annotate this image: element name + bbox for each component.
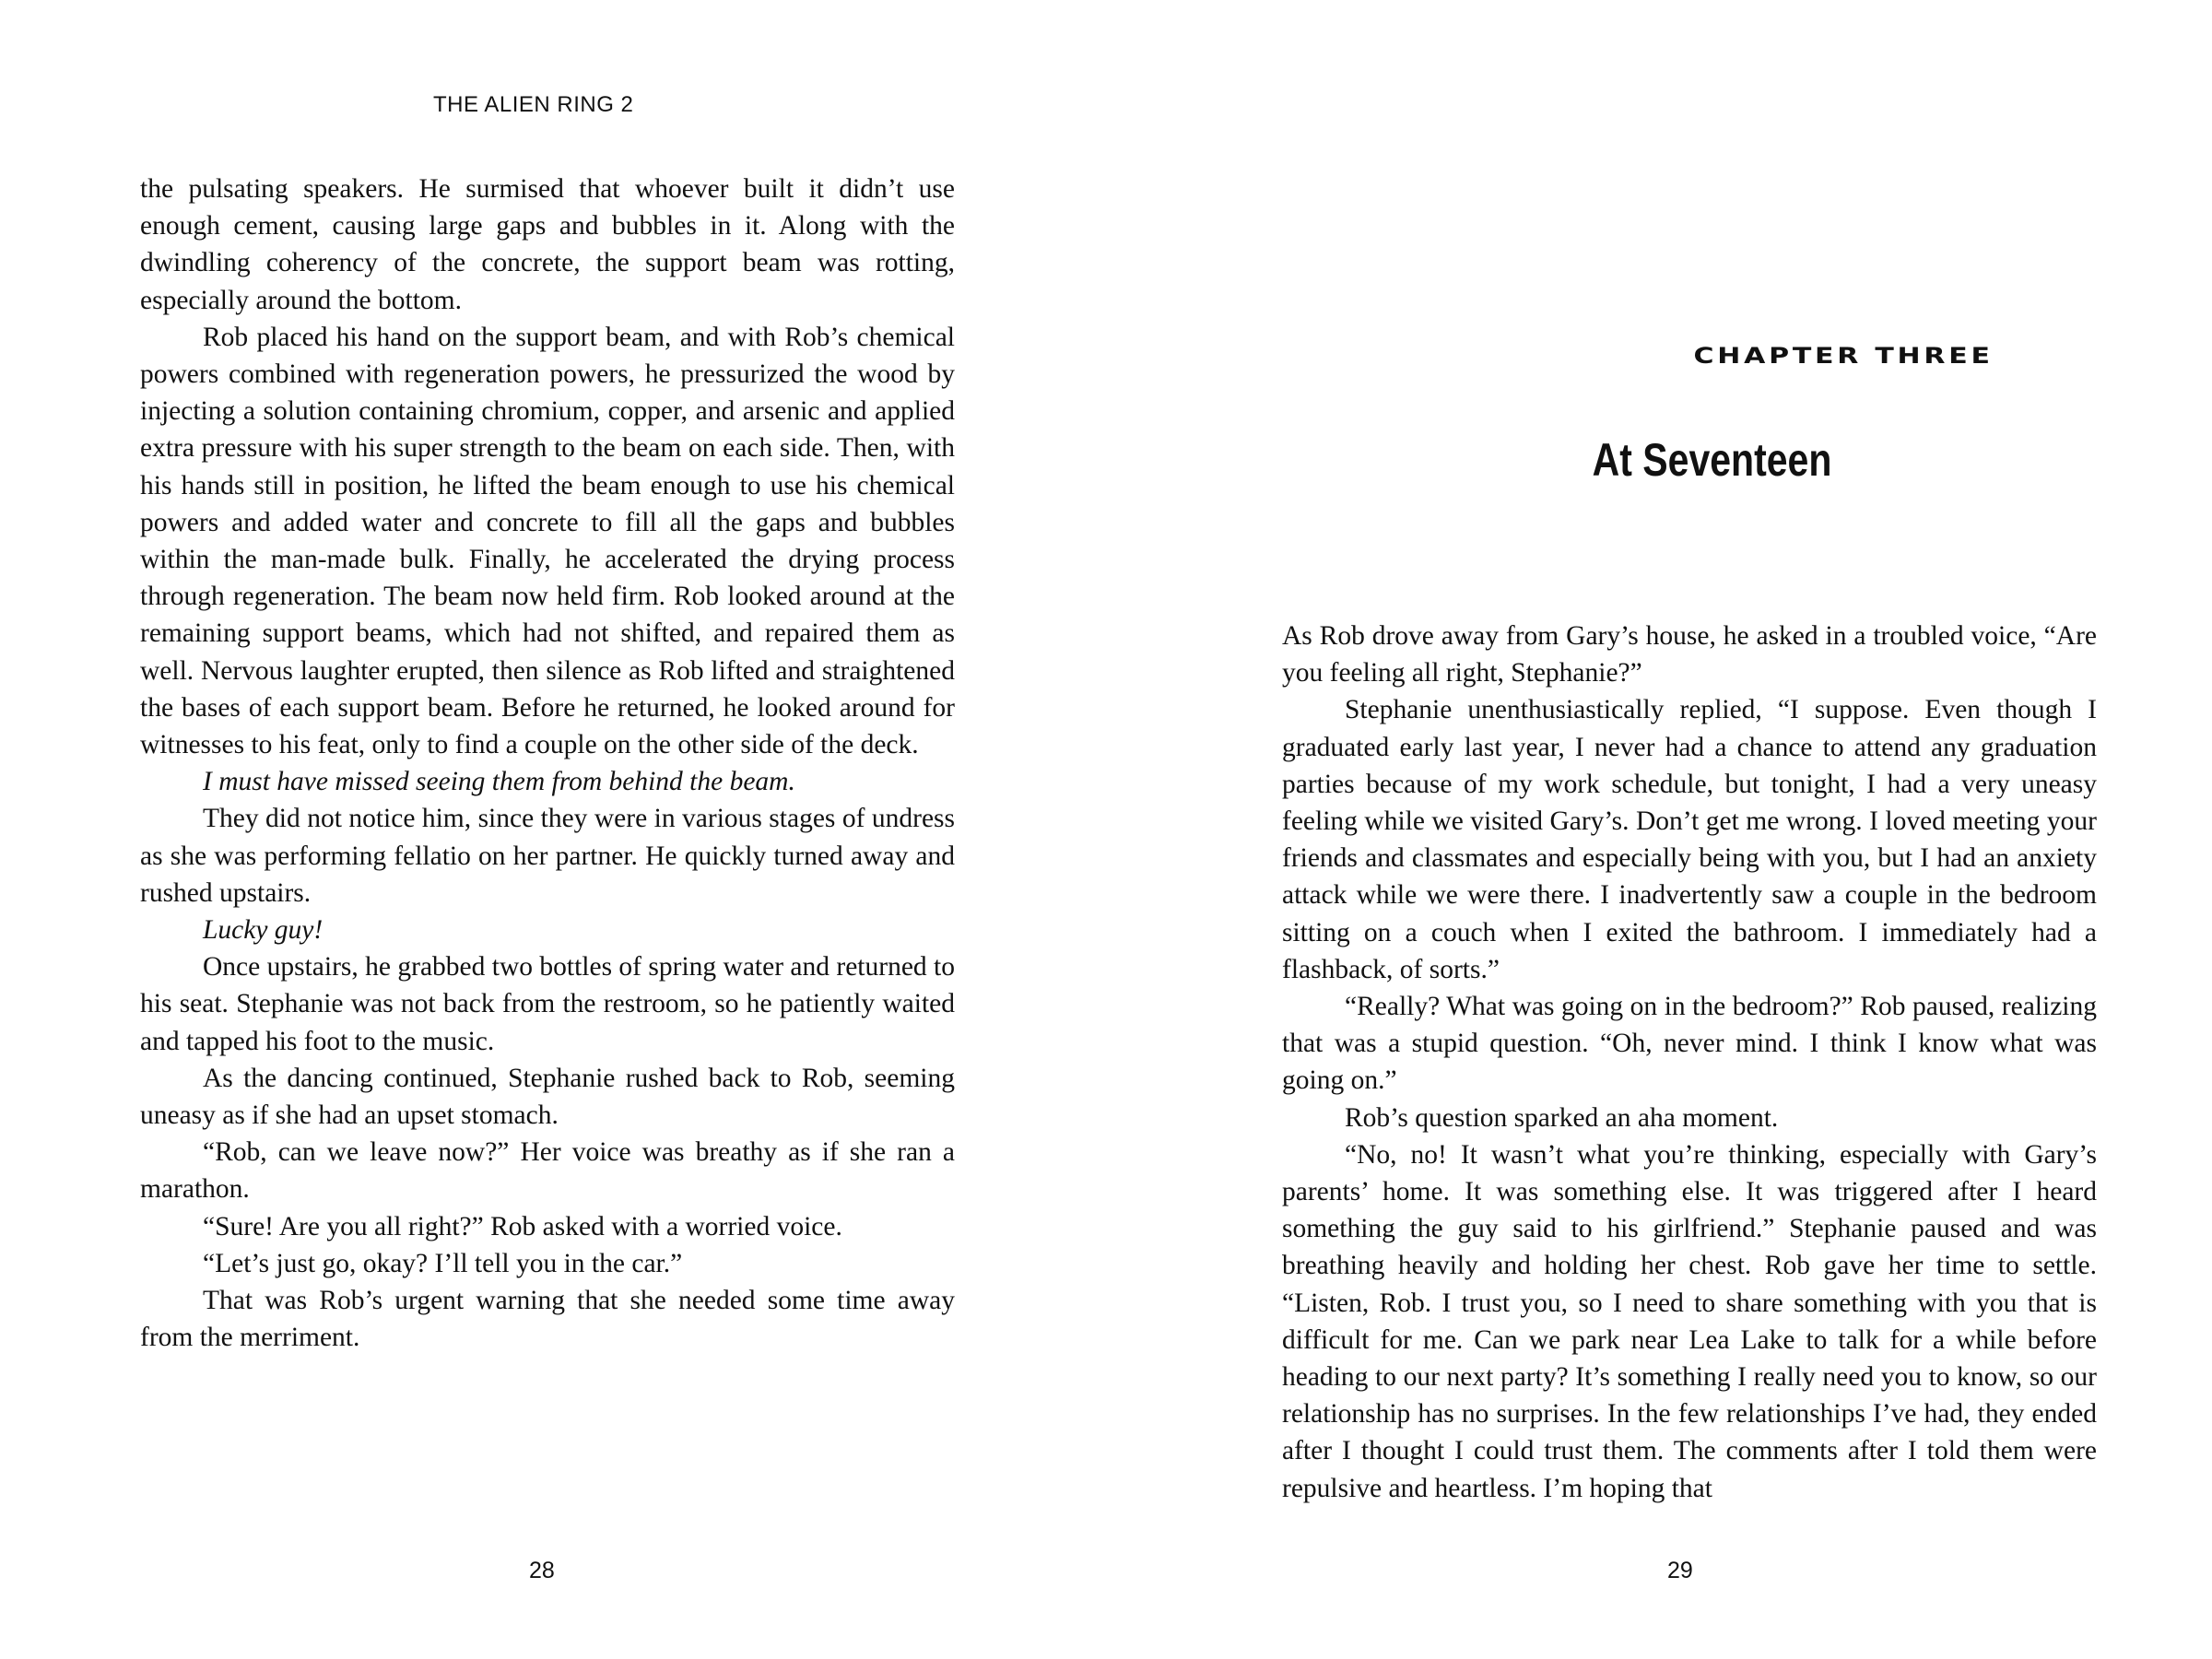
- right-body-text: [1282, 618, 2097, 1507]
- paragraph: “Sure! Are you all right?” Rob asked with a worried voice.: [203, 1211, 842, 1241]
- paragraph: “Rob, can we leave now?” Her voice was breathy as if she ran a marathon.: [140, 1137, 955, 1205]
- paragraph: As the dancing continued, Stephanie rushed back to Rob, seeming uneasy as if she had an upset stomach.: [140, 1063, 955, 1131]
- paragraph: Once upstairs, he grabbed two bottles of spring water and returned to his seat. Stephanie was not back from the restroom, so he patiently waited and tapped his foot to the music.: [140, 952, 955, 1056]
- paragraph: “No, no! It wasn’t what you’re thinking, especially with Gary’s parents’ home. It was something else. It was triggered after I heard something the guy said to his girlfriend.” Stephanie paused and was breathing heavily and holding her chest. Rob gave her time to settle. “Listen, Rob. I trust you, so I need to share something with you that is difficult for me. Can we park near Lea Lake to talk for a while before heading to our next party? It’s something I really need you to know, so our relationship has no surprises. In the few relationships I’ve had, they ended after I thought I could trust them. The comments after I told them were repulsive and heartless. I’m hoping that: [1282, 1139, 2097, 1503]
- paragraph: Rob’s question sparked an aha moment.: [1345, 1102, 1779, 1133]
- paragraph: As Rob drove away from Gary’s house, he asked in a troubled voice, “Are you feeling all right, Stephanie?”: [1282, 621, 2097, 688]
- paragraph: “Let’s just go, okay? I’ll tell you in the car.”: [203, 1248, 683, 1278]
- paragraph: They did not notice him, since they were in various stages of undress as she was performing fellatio on her partner. He quickly turned away and rushed upstairs.: [140, 804, 955, 908]
- paragraph: the pulsating speakers. He surmised that whoever built it didn’t use enough cement, causing large gaps and bubbles in it. Along with the dwindling coherency of the concrete, the support beam was rotting, especially around the bottom.: [140, 174, 955, 315]
- paragraph: “Really? What was going on in the bedroom?” Rob paused, realizing that was a stupid question. “Oh, never mind. I think I know what was going on.”: [1282, 992, 2097, 1096]
- chapter-label: CHAPTER THREE: [1693, 343, 1994, 369]
- right-page: [1106, 0, 2212, 1659]
- paragraph-italic-thought: I must have missed seeing them from behind the beam.: [203, 767, 795, 797]
- paragraph: Rob placed his hand on the support beam, and with Rob’s chemical powers combined with regeneration powers, he pressurized the wood by injecting a solution containing chromium, copper, and arsenic and applied extra pressure with his super strength to the beam on each side. Then, with his hands still in position, he lifted the beam enough to use his chemical powers and added water and concrete to fill all the gaps and bubbles within the man-made bulk. Finally, he accelerated the drying process through regeneration. The beam now held firm. Rob looked around at the remaining support beams, which had not shifted, and repaired them as well. Nervous laughter erupted, then silence as Rob lifted and straightened the bases of each support beam. Before he returned, he looked around for witnesses to his feat, only to find a couple on the other side of the deck.: [140, 322, 955, 760]
- paragraph-italic-thought: Lucky guy!: [203, 915, 324, 946]
- paragraph: That was Rob’s urgent warning that she needed some time away from the merriment.: [140, 1286, 955, 1353]
- page-number: 28: [529, 1558, 555, 1583]
- left-body-text: [140, 171, 955, 1357]
- running-head: THE ALIEN RING 2: [433, 92, 634, 117]
- paragraph: Stephanie unenthusiastically replied, “I suppose. Even though I graduated early last year, I never had a chance to attend any graduation parties because of my work schedule, but tonight, I had a very uneasy feeling while we visited Gary’s. Don’t get me wrong. I loved meeting your friends and classmates and especially being with you, but I had an anxiety attack while we were there. I inadvertently saw a couple in the bedroom sitting on a couch when I exited the bathroom. I immediately had a flashback, of sorts.”: [1282, 695, 2097, 984]
- chapter-title: At Seventeen: [1592, 434, 1832, 486]
- page-number: 29: [1667, 1558, 1693, 1583]
